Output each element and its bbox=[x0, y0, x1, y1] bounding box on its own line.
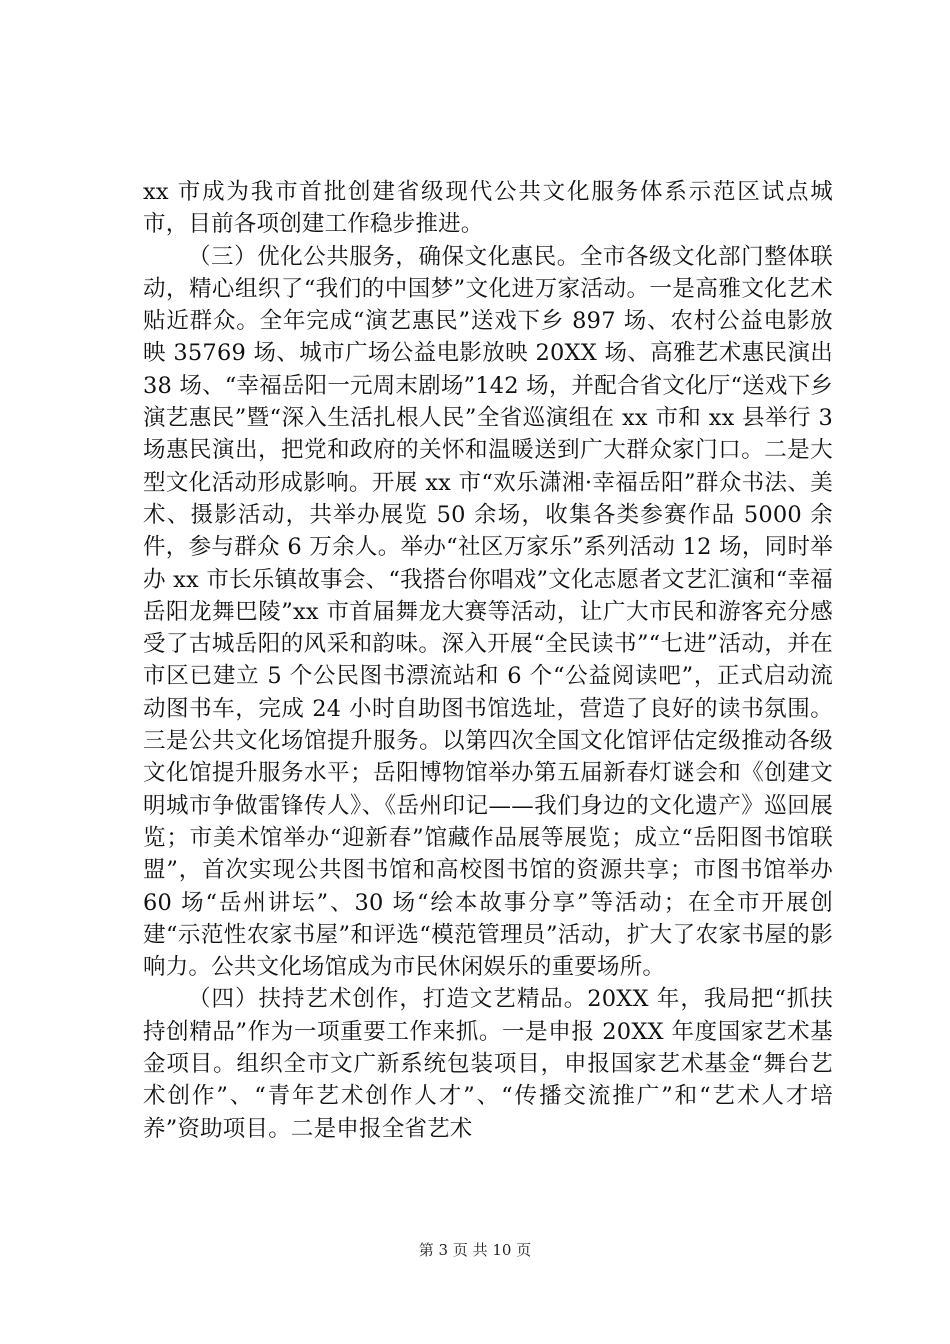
paragraph-public-service: （三）优化公共服务，确保文化惠民。全市各级文化部门整体联动，精心组织了“我们的中国梦”文化进万家活动。一是高雅文化艺术贴近群众。全年完成“演艺惠民”送戏下乡 897 场、农村公益电影放映 35769 场、城市广场公益电影放映 20XX 场、高雅艺术惠民演出 38 场、“幸福岳阳一元周末剧场”142 场，并配合省文化厅“送戏下乡演艺惠民”暨“深入生活扎根人民”全省巡演组在 xx 市和 xx 县举行 3 场惠民演出，把党和政府的关怀和温暖送到广大群众家门口。二是大型文化活动形成影响。开展 xx 市“欢乐潇湘·幸福岳阳”群众书法、美术、摄影活动，共举办展览 50 余场，收集各类参赛作品 5000 余件，参与群众 6 万余人。举办“社区万家乐”系列活动 12 场，同时举办 xx 市长乐镇故事会、“我搭台你唱戏”文化志愿者文艺汇演和“幸福岳阳龙舞巴陵”xx 市首届舞龙大赛等活动，让广大市民和游客充分感受了古城岳阳的风采和韵味。深入开展“全民读书”“七进”活动，并在市区已建立 5 个公民图书漂流站和 6 个“公益阅读吧”，正式启动流动图书车，完成 24 小时自助图书馆选址，营造了良好的读书氛围。三是公共文化场馆提升服务。以第四次全国文化馆评估定级推动各级文化馆提升服务水平；岳阳博物馆举办第五届新春灯谜会和《创建文明城市争做雷锋传人》、《岳州印记——我们身边的文化遗产》巡回展览；市美术馆举办“迎新春”馆藏作品展等展览；成立“岳阳图书馆联盟”，首次实现公共图书馆和高校图书馆的资源共享；市图书馆举办 60 场“岳州讲坛”、30 场“绘本故事分享”等活动；在全市开展创建“示范性农家书屋”和评选“模范管理员”活动，扩大了农家书屋的影响力。公共文化场馆成为市民休闲娱乐的重要场所。 bbox=[143, 243, 833, 981]
paragraph-art-creation: （四）扶持艺术创作，打造文艺精品。20XX 年，我局把“抓扶持创精品”作为一项重要工作来抓。一是申报 20XX 年度国家艺术基金项目。组织全市文广新系统包装项目，申报国家艺术基金“舞台艺术创作”、“青年艺术创作人才”、“传播交流推广”和“艺术人才培养”资助项目。二是申报全省艺术 bbox=[143, 986, 833, 1142]
page-footer: 第 3 页 共 10 页 bbox=[418, 1241, 532, 1259]
paragraph-continuation: xx 市成为我市首批创建省级现代公共文化服务体系示范区试点城市，目前各项创建工作稳步推进。 bbox=[143, 179, 833, 238]
document-body bbox=[143, 176, 833, 1145]
